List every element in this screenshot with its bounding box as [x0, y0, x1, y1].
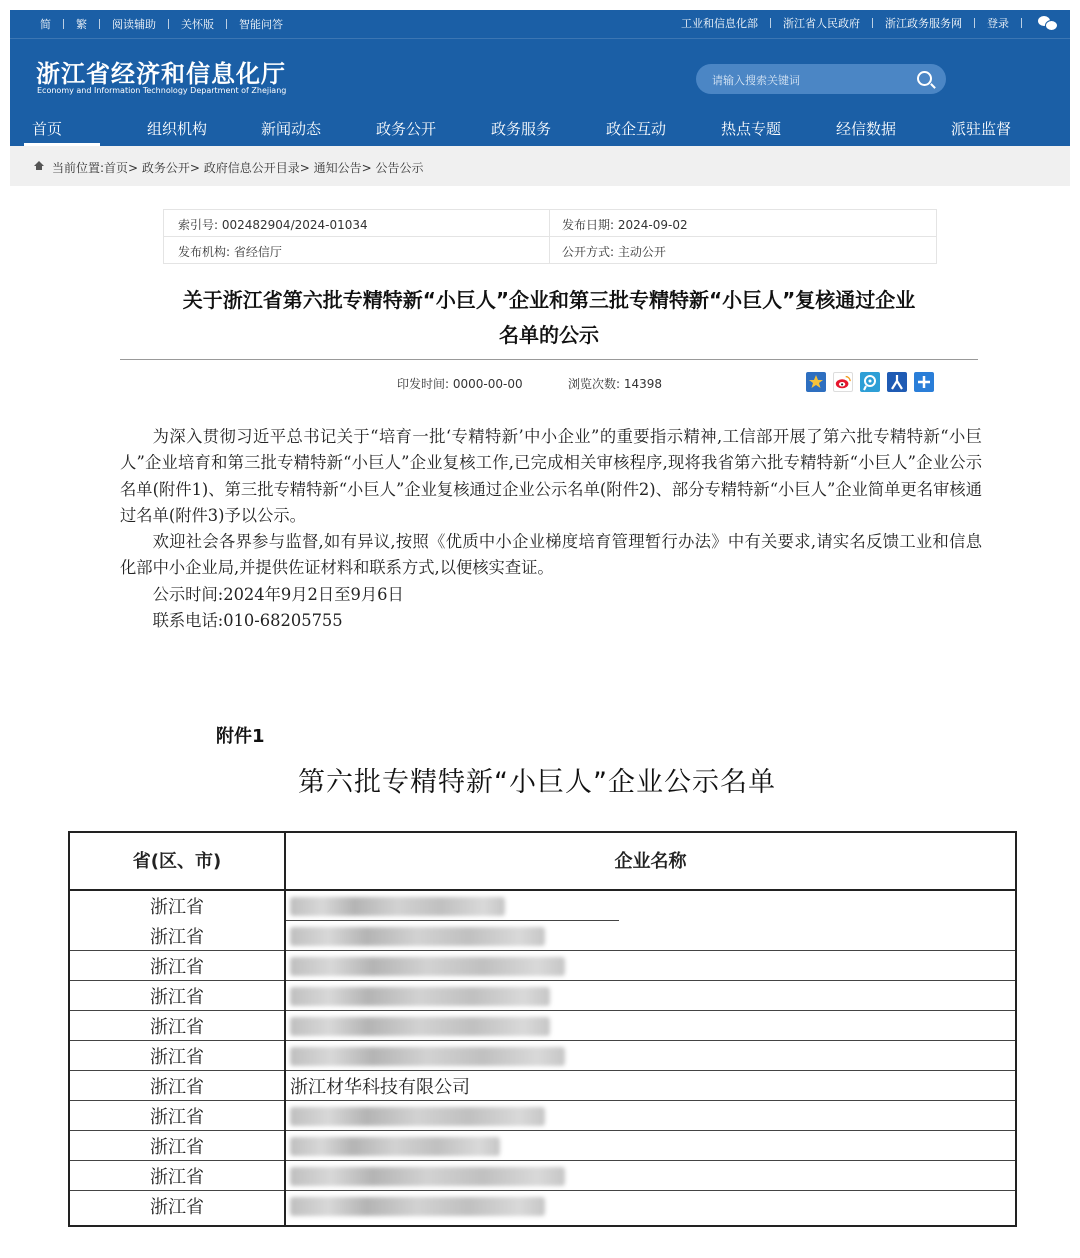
- site-logo-title[interactable]: 浙江省经济和信息化厅: [36, 60, 286, 88]
- column-divider: [284, 833, 286, 1227]
- table-row: [70, 1131, 1015, 1161]
- attachment-title: 第六批专精特新“小巨人”企业公示名单: [298, 767, 776, 798]
- nav-services[interactable]: 政务服务: [491, 120, 552, 138]
- body-paragraph: 欢迎社会各界参与监督,如有异议,按照《优质中小企业梯度培育管理暂行办法》中有关要求,请实名反馈工业和信息化部中小企业局,并提供佐证材料和联系方式,以便核实查证。: [120, 532, 982, 578]
- table-row: [70, 951, 1015, 981]
- divider: [99, 19, 100, 29]
- miit-link[interactable]: 工业和信息化部: [681, 17, 758, 30]
- breadcrumb-path[interactable]: 当前位置:首页> 政务公开> 政府信息公开目录> 通知公告> 公告公示: [52, 161, 424, 175]
- weibo-icon[interactable]: [833, 372, 853, 392]
- zj-gov-link[interactable]: 浙江省人民政府: [783, 17, 860, 30]
- qzone-icon[interactable]: [806, 372, 826, 392]
- meta-row: [164, 237, 936, 263]
- index-number: 索引号: 002482904/2024-01034: [178, 218, 368, 232]
- contact-phone: 联系电话:010-68205755: [152, 611, 343, 631]
- nav-organization[interactable]: 组织机构: [147, 120, 208, 138]
- divider: [974, 18, 975, 28]
- traditional-link[interactable]: 繁: [76, 18, 87, 31]
- province-cell: 浙江省: [150, 1197, 204, 1218]
- divider: [63, 19, 64, 29]
- province-cell: 浙江省: [150, 1017, 204, 1038]
- table-row: [70, 1071, 1015, 1101]
- table-row: [70, 1011, 1015, 1041]
- top-right-links: [681, 15, 1056, 31]
- wechat-icon[interactable]: [1038, 16, 1056, 30]
- province-cell: 浙江省: [150, 897, 204, 918]
- company-list-table: [68, 831, 1017, 1227]
- redacted-company-name: [290, 987, 550, 1006]
- divider: [168, 19, 169, 29]
- redacted-company-name: [290, 1107, 545, 1126]
- nav-supervision[interactable]: 派驻监督: [951, 120, 1012, 138]
- nav-news[interactable]: 新闻动态: [261, 120, 322, 138]
- site-logo-subtitle: Economy and Information Technology Department of Zhejiang: [37, 86, 287, 95]
- home-icon[interactable]: [34, 161, 44, 170]
- province-cell: 浙江省: [150, 1107, 204, 1128]
- redacted-company-name: [290, 1197, 545, 1216]
- divider: [1021, 18, 1022, 28]
- main-nav: [10, 112, 1070, 146]
- divider: [549, 210, 550, 263]
- province-cell: 浙江省: [150, 1167, 204, 1188]
- redacted-company-name: [290, 927, 545, 946]
- column-header-company: 企业名称: [614, 851, 687, 872]
- divider: [226, 19, 227, 29]
- column-header-province: 省(区、市): [132, 851, 222, 872]
- article-title-line2: 名单的公示: [499, 323, 599, 347]
- table-row: [70, 1101, 1015, 1131]
- nav-home[interactable]: 首页: [32, 120, 63, 138]
- simplified-link[interactable]: 简: [40, 18, 51, 31]
- care-mode-link[interactable]: 关怀版: [181, 18, 214, 31]
- table-row: [70, 1161, 1015, 1191]
- redacted-company-name: [290, 957, 565, 976]
- redacted-company-name: [290, 1017, 550, 1036]
- body-paragraph: 为深入贯彻习近平总书记关于“培育一批‘专精特新’中小企业”的重要指示精神,工信部开展了第六批专精特新“小巨人”企业培育和第三批专精特新“小巨人”企业复核工作,已完成相关审核程序,现将我省第六批专精特新“小巨人”企业公示名单(附件1)、第三批专精特新“小巨人”企业复核通过企业公示名单(附件2)、部分专精特新“小巨人”企业简单更名审核通过名单(附件3)予以公示。: [120, 427, 982, 525]
- search-input[interactable]: [710, 70, 904, 90]
- redacted-company-name: [290, 1137, 500, 1156]
- province-cell: 浙江省: [150, 1077, 204, 1098]
- divider: [770, 18, 771, 28]
- table-row: [70, 921, 1015, 951]
- login-link[interactable]: 登录: [987, 17, 1009, 30]
- table-row: [70, 891, 1015, 921]
- province-cell: 浙江省: [150, 1137, 204, 1158]
- disclosure-method: 公开方式: 主动公开: [562, 245, 666, 259]
- renren-icon[interactable]: [887, 372, 907, 392]
- meta-row: [164, 210, 936, 237]
- nav-data[interactable]: 经信数据: [836, 120, 897, 138]
- nav-topics[interactable]: 热点专题: [721, 120, 782, 138]
- view-count: 浏览次数: 14398: [568, 377, 663, 391]
- reading-aid-link[interactable]: 阅读辅助: [112, 18, 156, 31]
- search-box: [696, 64, 946, 94]
- breadcrumb: [10, 146, 1070, 186]
- title-divider: [120, 359, 978, 360]
- table-row: [70, 981, 1015, 1011]
- divider: [872, 18, 873, 28]
- print-time: 印发时间: 0000-00-00: [397, 377, 523, 391]
- search-icon[interactable]: [917, 71, 932, 86]
- top-bar: [10, 10, 1070, 39]
- article-title: [120, 283, 978, 353]
- province-cell: 浙江省: [150, 987, 204, 1008]
- redacted-company-name: [290, 897, 505, 916]
- publicity-period: 公示时间:2024年9月2日至9月6日: [152, 584, 404, 604]
- document-meta-table: [163, 209, 937, 264]
- province-cell: 浙江省: [150, 957, 204, 978]
- province-cell: 浙江省: [150, 927, 204, 948]
- publisher: 发布机构: 省经信厅: [178, 245, 282, 259]
- redacted-company-name: [290, 1167, 565, 1186]
- article-body: [120, 424, 982, 634]
- nav-interaction[interactable]: 政企互动: [606, 120, 667, 138]
- redacted-company-name: [290, 1047, 565, 1066]
- table-row: [70, 1191, 1015, 1221]
- attachment-label: 附件1: [216, 726, 265, 747]
- province-cell: 浙江省: [150, 1047, 204, 1068]
- site-header: [10, 10, 1070, 146]
- article-title-line1: 关于浙江省第六批专精特新“小巨人”企业和第三批专精特新“小巨人”复核通过企业: [182, 288, 916, 312]
- more-share-icon[interactable]: [914, 372, 934, 392]
- qa-link[interactable]: 智能问答: [239, 18, 283, 31]
- publish-date: 发布日期: 2024-09-02: [562, 218, 688, 232]
- zj-service-link[interactable]: 浙江政务服务网: [885, 17, 962, 30]
- top-left-links: [40, 16, 283, 32]
- company-cell: 浙江材华科技有限公司: [290, 1077, 470, 1098]
- nav-gov-affairs[interactable]: 政务公开: [376, 120, 437, 138]
- tencent-weibo-icon[interactable]: [860, 372, 880, 392]
- table-row: [70, 1041, 1015, 1071]
